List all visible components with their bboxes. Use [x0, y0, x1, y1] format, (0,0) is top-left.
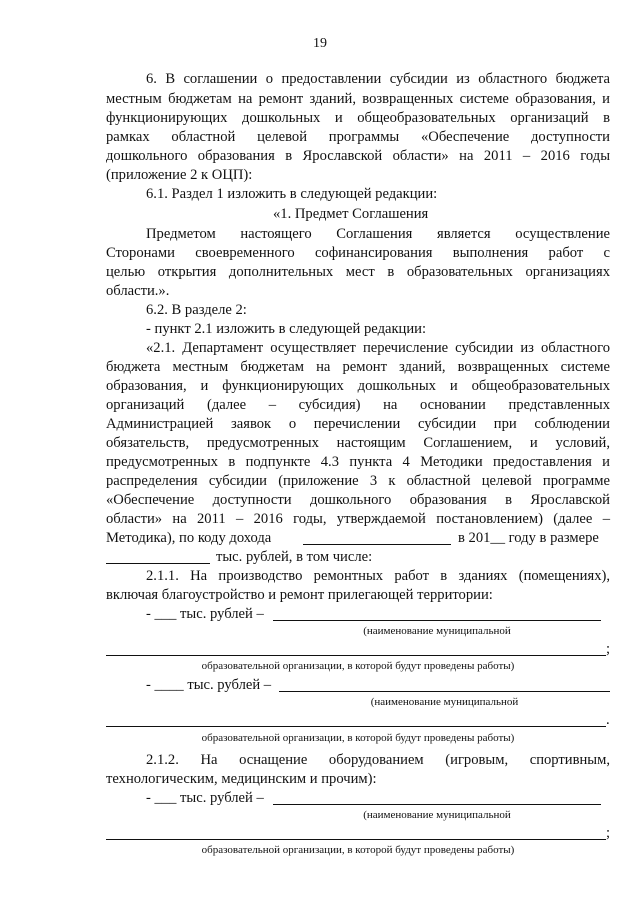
p61: 6.1. Раздел 1 изложить в следующей редакции: — [146, 186, 438, 202]
organization-field-3[interactable] — [106, 839, 606, 840]
caption-organization-2: образовательной организации, в которой будут проведены работы) — [201, 732, 515, 744]
p211-line-2: включая благоустройство и ремонт прилегающей территории: — [106, 587, 493, 603]
p212-line-2: технологическим, медицинским и прочим): — [106, 771, 377, 787]
caption-organization-3: образовательной организации, в которой будут проведены работы) — [201, 844, 515, 856]
organization-field-1[interactable] — [106, 655, 606, 656]
p62: 6.2. В разделе 2: — [146, 302, 247, 318]
municipality-field-1[interactable] — [273, 620, 601, 621]
total-amount-field[interactable] — [106, 563, 210, 564]
p21-line-9: «Обеспечение доступности дошкольного образования в Ярославской — [106, 492, 610, 508]
p6-line-1: 6. В соглашении о предоставлении субсидии из областного бюджета — [146, 71, 610, 87]
p212-line-1: 2.1.2. На оснащение оборудованием (игровым, спортивным, — [146, 752, 610, 768]
amount-label-2: - ____ тыс. рублей – — [146, 677, 272, 693]
p21-line-3: образования, и функционирующих дошкольных и общеобразовательных — [106, 378, 610, 394]
municipality-field-3[interactable] — [273, 804, 601, 805]
subject-line-4: области.». — [106, 283, 170, 299]
p62-item: - пункт 2.1 изложить в следующей редакции: — [146, 321, 427, 337]
p21-line-5: Администрацией заявок о перечислении субсидии при соблюдении — [106, 416, 610, 432]
p21-line-6: обязательств, предусмотренных настоящим Соглашением, и условий, — [106, 435, 610, 451]
p6-line-3: функционирующих дошкольных и общеобразовательных организаций в — [106, 110, 610, 126]
caption-municipality-2: (наименование муниципальной — [370, 696, 519, 708]
amount-label-3: - ___ тыс. рублей – — [146, 790, 264, 806]
p21-total-label: тыс. рублей, в том числе: — [216, 549, 373, 565]
municipality-field-2[interactable] — [279, 691, 610, 692]
caption-municipality-1: (наименование муниципальной — [363, 625, 511, 637]
p6-line-2: местным бюджетам на ремонт зданий, возвращенных системе образования, и — [106, 91, 610, 107]
p21-line-7: предусмотренных в подпункте 4.3 пункта 4 Методики предоставления и — [106, 454, 610, 470]
subject-line-1: Предметом настоящего Соглашения является осуществление — [146, 226, 610, 242]
p21-year-label: в 201__ году в размере — [458, 530, 599, 546]
p6-line-4: рамках областной целевой программы «Обеспечение доступности — [106, 129, 610, 145]
subject-line-2: Сторонами своевременного софинансирования выполнения работ с — [106, 245, 610, 261]
caption-organization-1: образовательной организации, в которой будут проведены работы) — [201, 660, 515, 672]
period-2: . — [606, 712, 610, 728]
amount-label-1: - ___ тыс. рублей – — [146, 606, 264, 622]
organization-field-2[interactable] — [106, 726, 606, 727]
p6-line-5: дошкольного образования в Ярославской области» на 2011 – 2016 годы — [106, 148, 610, 164]
p211-line-1: 2.1.1. На производство ремонтных работ в зданиях (помещениях), — [146, 568, 610, 584]
page-number: 19 — [313, 36, 327, 51]
p21-line-1: «2.1. Департамент осуществляет перечисление субсидии из областного — [146, 340, 610, 356]
semicolon-1: ; — [606, 641, 611, 657]
p21-line-10: области» на 2011 – 2016 годы, утверждаемой постановлением) (далее – — [106, 511, 610, 527]
p21-line-8: распределения субсидии (приложение 3 к областной целевой программе — [106, 473, 610, 489]
section-heading: «1. Предмет Соглашения — [273, 206, 429, 222]
income-code-field[interactable] — [303, 544, 451, 545]
p6-line-6: (приложение 2 к ОЦП): — [106, 167, 253, 183]
subject-line-3: целью открытия дополнительных мест в образовательных организациях — [106, 264, 610, 280]
caption-municipality-3: (наименование муниципальной — [363, 809, 511, 821]
p21-line-2: бюджета местным бюджетам на ремонт зданий, возвращенных системе — [106, 359, 610, 375]
p21-code-label: Методика), по коду дохода — [106, 530, 272, 546]
semicolon-3: ; — [606, 825, 611, 841]
p21-line-4: организаций (далее – субсидия) на основании представленных — [106, 397, 610, 413]
